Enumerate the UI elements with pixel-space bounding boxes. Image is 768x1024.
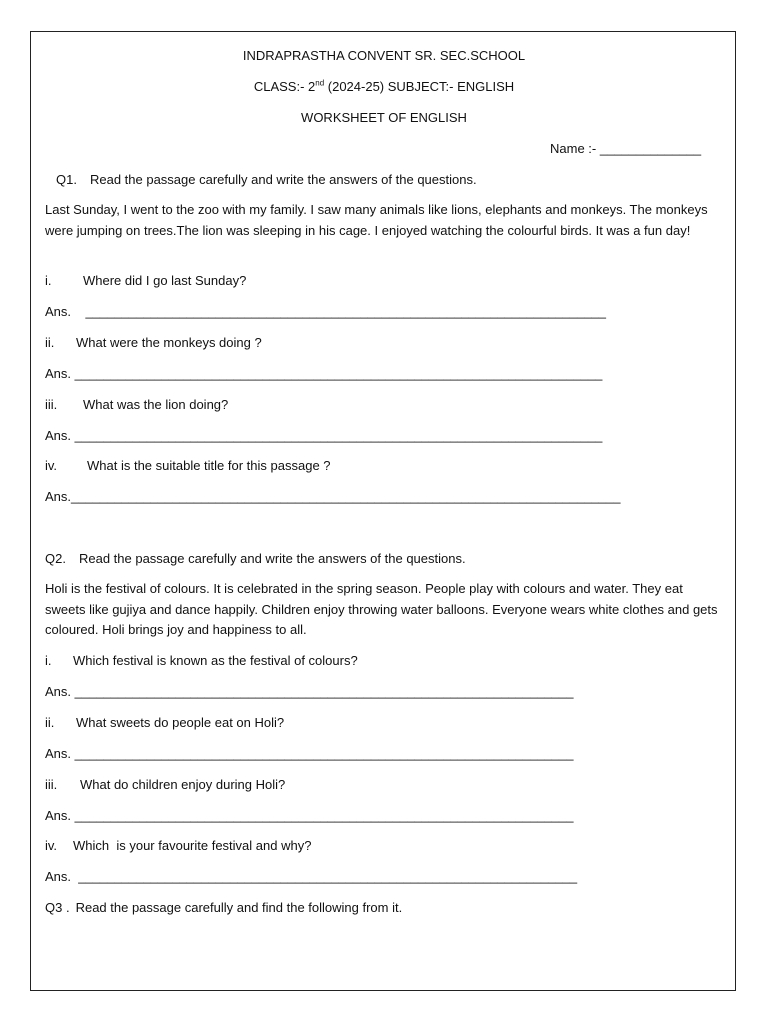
q2-heading — [45, 549, 466, 569]
question-text: Where did I go last Sunday? — [83, 273, 247, 288]
question-text: Which is your favourite festival and why? — [73, 838, 312, 853]
question-number: iv. — [45, 838, 58, 853]
q1-answer-3: Ans. _________________________________________________________________________ — [45, 428, 603, 443]
q2-question-3 — [45, 775, 285, 795]
class-ordinal: nd — [315, 78, 325, 88]
question-number: iii. — [45, 397, 58, 412]
worksheet-title: WORKSHEET OF ENGLISH — [301, 110, 467, 125]
question-text: What were the monkeys doing ? — [76, 335, 262, 350]
question-text: What is the suitable title for this passage ? — [87, 458, 331, 473]
question-number: i. — [45, 273, 52, 288]
q2-question-4 — [45, 836, 311, 856]
q2-answer-3: Ans. _____________________________________________________________________ — [45, 808, 574, 823]
q2-answer-1: Ans. _____________________________________________________________________ — [45, 684, 574, 699]
q1-answer-4: Ans.____________________________________________________________________________ — [45, 489, 621, 504]
class-subject-line — [0, 77, 768, 97]
question-number: iv. — [45, 458, 58, 473]
name-field: Name :- ______________ — [550, 141, 702, 156]
q1-answer-1: Ans. ________________________________________________________________________ — [45, 304, 607, 319]
q2-question-2 — [45, 713, 284, 733]
q2-answer-2: Ans. _____________________________________________________________________ — [45, 746, 574, 761]
q2-number: Q2. — [45, 551, 66, 566]
question-text: What do children enjoy during Holi? — [80, 777, 286, 792]
q2-instruction: Read the passage carefully and write the answers of the questions. — [78, 551, 466, 566]
q2-question-1 — [45, 651, 358, 671]
q1-question-4 — [45, 456, 331, 476]
class-suffix: (2024-25) SUBJECT:- ENGLISH — [324, 79, 515, 94]
q2-passage: Holi is the festival of colours. It is celebrated in the spring season. People play with colours and water. They eat sweets like gujiya and dance happily. Children enjoy throwing water balloons. Everyone wears white clothes and gets coloured. Holi brings joy and happiness to all. — [45, 581, 718, 637]
question-number: ii. — [45, 335, 55, 350]
q3-instruction: Read the passage carefully and find the following from it. — [75, 900, 403, 915]
school-name: INDRAPRASTHA CONVENT SR. SEC.SCHOOL — [242, 48, 526, 63]
question-text: What sweets do people eat on Holi? — [76, 715, 285, 730]
question-number: ii. — [45, 715, 55, 730]
question-text: What was the lion doing? — [83, 397, 229, 412]
q1-number: Q1. — [56, 172, 77, 187]
q3-heading — [45, 898, 402, 918]
q2-answer-4: Ans. _____________________________________________________________________ — [45, 869, 578, 884]
question-number: iii. — [45, 777, 58, 792]
q1-question-3 — [45, 395, 228, 415]
q1-instruction: Read the passage carefully and write the answers of the questions. — [89, 172, 477, 187]
q3-number: Q3 . — [45, 900, 70, 915]
q1-answer-2: Ans. _________________________________________________________________________ — [45, 366, 603, 381]
q1-question-2 — [45, 333, 262, 353]
question-number: i. — [45, 653, 52, 668]
question-text: Which festival is known as the festival of colours? — [73, 653, 358, 668]
q1-heading — [56, 170, 477, 190]
q1-passage: Last Sunday, I went to the zoo with my family. I saw many animals like lions, elephants and monkeys. The monkeys were jumping on trees.The lion was sleeping in his cage. I enjoyed watching the colourful birds. It was a fun day! — [45, 202, 708, 238]
class-prefix: CLASS:- 2 — [253, 79, 316, 94]
q1-question-1 — [45, 271, 246, 291]
